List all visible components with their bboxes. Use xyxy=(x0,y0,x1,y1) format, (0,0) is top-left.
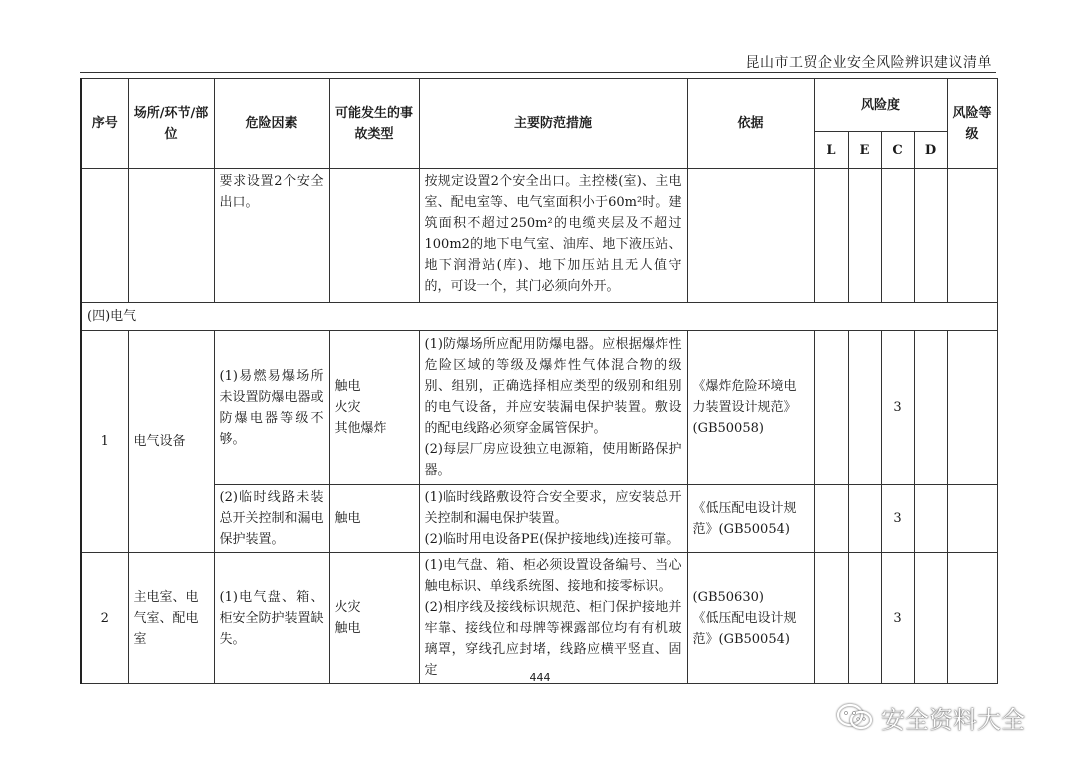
watermark-text: 安全资料大全 xyxy=(881,705,1025,734)
cell-C-empty xyxy=(881,169,914,303)
row-L xyxy=(814,553,848,684)
wechat-icon xyxy=(835,702,875,732)
row-accident: 触电 xyxy=(329,485,419,553)
row-C: 3 xyxy=(881,553,914,684)
row-E xyxy=(848,485,881,553)
row-C: 3 xyxy=(881,331,914,485)
row-accident: 火灾 触电 xyxy=(329,553,419,684)
header-risk-degree: 风险度 xyxy=(814,79,947,132)
row-L xyxy=(814,331,848,485)
cell-seq-empty xyxy=(81,169,128,303)
header-L: L xyxy=(814,132,848,169)
row-location: 主电室、电气室、配电室 xyxy=(128,553,214,684)
header-hazard: 危险因素 xyxy=(214,79,329,169)
row-level xyxy=(947,485,997,553)
row-E xyxy=(848,553,881,684)
row-C: 3 xyxy=(881,485,914,553)
row-measures: (1)临时线路敷设符合安全要求，应安装总开关控制和漏电保护装置。 (2)临时用电设备PE(保护接地线)连接可靠。 xyxy=(419,485,687,553)
row-basis: 《爆炸危险环境电力装置设计规范》(GB50058) xyxy=(687,331,814,485)
section-row xyxy=(81,303,997,331)
header-row-1 xyxy=(81,79,997,132)
row-hazard: (1)电气盘、箱、柜安全防护装置缺失。 xyxy=(214,553,329,684)
page-number: 444 xyxy=(529,671,551,684)
cell-measures: 按规定设置2个安全出口。主控楼(室)、主电室、配电室等、电气室面积小于60m²时。建筑面积不超过250m²的电缆夹层及不超过100m2的地下电气室、油库、地下液压站、地下润滑站(库)、地下加压站且无人值守的，可设一个，其门必须向外开。 xyxy=(419,169,687,303)
row-L xyxy=(814,485,848,553)
row-level xyxy=(947,331,997,485)
row-D xyxy=(914,485,947,553)
header-C: C xyxy=(881,132,914,169)
row-E xyxy=(848,331,881,485)
header-rule xyxy=(80,72,996,73)
cell-location-empty xyxy=(128,169,214,303)
header-location: 场所/环节/部位 xyxy=(128,79,214,169)
section-label: (四)电气 xyxy=(81,303,997,331)
table-row xyxy=(81,553,997,684)
row-measures: (1)电气盘、箱、柜必须设置设备编号、当心触电标识、单线系统图、接地和接零标识。 (2)相序线及接线标识规范、柜门保护接地并牢靠、接线位和母牌等裸露部位均有有机玻璃罩，穿线孔应封堵，线路应横平竖直、固定 xyxy=(419,553,687,684)
header-E: E xyxy=(848,132,881,169)
table-row xyxy=(81,485,997,553)
header-basis: 依据 xyxy=(687,79,814,169)
cell-hazard: 要求设置2个安全出口。 xyxy=(214,169,329,303)
cell-E-empty xyxy=(848,169,881,303)
row-D xyxy=(914,331,947,485)
row-location: 电气设备 xyxy=(128,331,214,553)
header-D: D xyxy=(914,132,947,169)
row-hazard: (2)临时线路未装总开关控制和漏电保护装置。 xyxy=(214,485,329,553)
header-risk-level: 风险等级 xyxy=(947,79,997,169)
cell-basis-empty xyxy=(687,169,814,303)
cell-level-empty xyxy=(947,169,997,303)
row-seq: 1 xyxy=(81,331,128,553)
header-accident: 可能发生的事故类型 xyxy=(329,79,419,169)
document-title: 昆山市工贸企业安全风险辨识建议清单 xyxy=(745,55,992,71)
table-row xyxy=(81,331,997,485)
row-D xyxy=(914,553,947,684)
cell-L-empty xyxy=(814,169,848,303)
cell-accident-empty xyxy=(329,169,419,303)
header-measures: 主要防范措施 xyxy=(419,79,687,169)
header-seq: 序号 xyxy=(81,79,128,169)
row-accident: 触电 火灾 其他爆炸 xyxy=(329,331,419,485)
continuation-row xyxy=(81,169,997,303)
row-seq: 2 xyxy=(81,553,128,684)
row-basis: (GB50630) 《低压配电设计规范》(GB50054) xyxy=(687,553,814,684)
row-basis: 《低压配电设计规范》(GB50054) xyxy=(687,485,814,553)
cell-D-empty xyxy=(914,169,947,303)
row-measures: (1)防爆场所应配用防爆电器。应根据爆炸性危险区域的等级及爆炸性气体混合物的级别、组别，正确选择相应类型的级别和组别的电气设备，并应安装漏电保护装置。敷设的配电线路必须穿金属管保护。 (2)每层厂房应设独立电源箱，使用断路保护器。 xyxy=(419,331,687,485)
risk-table xyxy=(80,78,998,684)
watermark xyxy=(835,700,1025,734)
row-level xyxy=(947,553,997,684)
row-hazard: (1)易燃易爆场所未设置防爆电器或防爆电器等级不够。 xyxy=(214,331,329,485)
